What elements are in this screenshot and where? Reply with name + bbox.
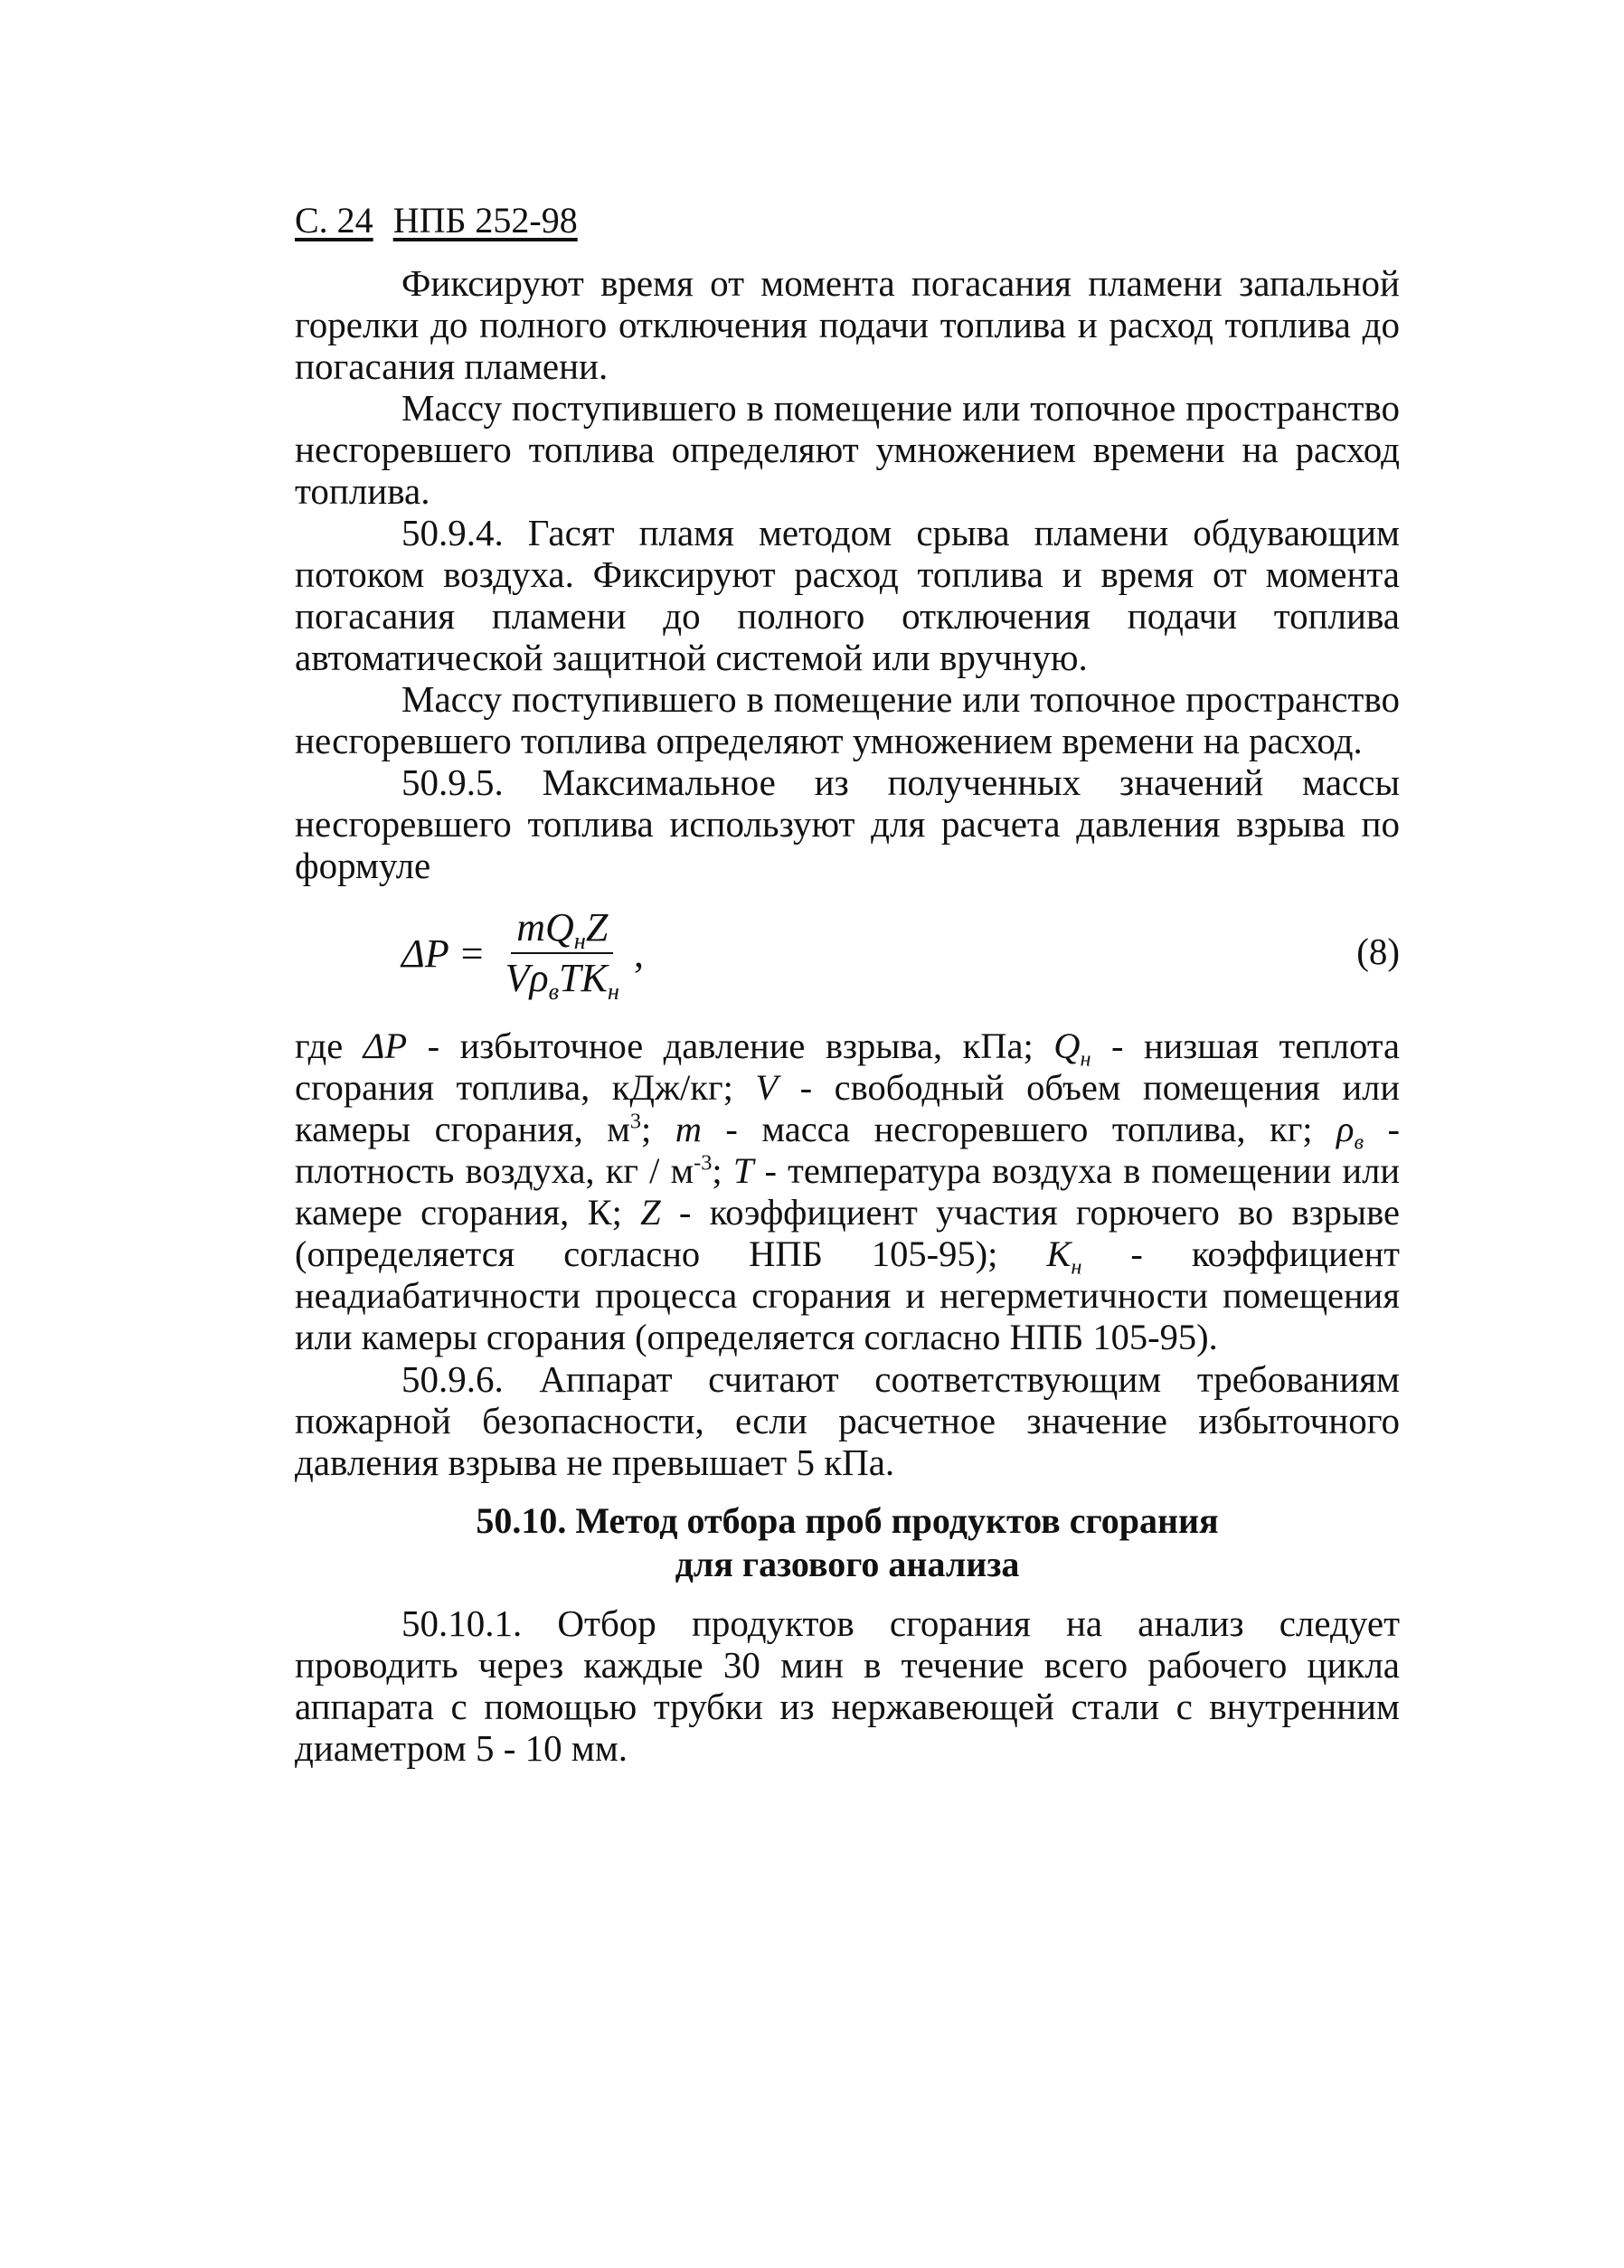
document-code: НПБ 252-98 [392, 200, 578, 241]
formula-lhs: ΔP = [401, 931, 486, 976]
paragraph-50-10-1: 50.10.1. Отбор продуктов сгорания на анализ следует проводить через каждые 30 мин в течение всего рабочего цикла аппарата с помощью трубки из нержавеющей стали с внутренним диаметром 5 - 10 мм. [295, 1602, 1400, 1769]
section-heading-line-1: 50.10. Метод отбора проб продуктов сгорания [476, 1500, 1219, 1541]
paragraph-50-9-4: 50.9.4. Гасят пламя методом срыва пламени обдувающим потоком воздуха. Фиксируют расход топлива и время от момента погасания пламени до полного отключения подачи топлива автоматической защитной системой или вручную. [295, 512, 1400, 678]
section-heading-50-10 [295, 1499, 1400, 1586]
section-heading-line-2: для газового анализа [675, 1544, 1020, 1584]
formula-comma: , [634, 931, 644, 976]
paragraph-unburned-mass-1: Массу поступившего в помещение или топочное пространство несгоревшего топлива определяют умножением времени на расход топлива. [295, 387, 1400, 512]
formula-fraction [500, 905, 625, 1006]
paragraph-where-definitions: где ΔP - избыточное давление взрыва, кПа; $Q_н$ - низшая теплота сгорания топлива, кДж/кг; V - свободный объем помещения или камеры сгорания, $м^3$; m - масса несгоревшего топлива, кг; $\rho_в$ - плотность воздуха, кг / $м^{-3}$; T - температура воздуха в помещении или камере сгорания, К; Z - коэффициент участия горючего во взрыве (определяется согласно НПБ 105-95); $K_н$ - коэффициент неадиабатичности процесса сгорания и негерметичности помещения или камеры сгорания (определяется согласно НПБ 105-95). [295, 1025, 1400, 1357]
equation-number: (8) [1356, 931, 1400, 972]
pressure-formula [401, 899, 644, 1007]
paragraph-unburned-mass-2: Массу поступившего в помещение или топочное пространство несгоревшего топлива определяют умножением времени на расход. [295, 678, 1400, 761]
formula-numerator: $mQ_нZ$ [511, 905, 613, 954]
paragraph-flame-out-timing: Фиксируют время от момента погасания пламени запальной горелки до полного отключения подачи топлива и расход топлива до погасания пламени. [295, 262, 1400, 387]
document-page [295, 199, 1400, 1769]
running-header [295, 199, 1400, 242]
paragraph-50-9-5: 50.9.5. Максимальное из полученных значений массы несгоревшего топлива используют для расчета давления взрыва по формуле [295, 761, 1400, 886]
page-number: С. 24 [295, 200, 373, 241]
paragraph-50-9-6: 50.9.6. Аппарат считают соответствующим требованиям пожарной безопасности, если расчетное значение избыточного давления взрыва не превышает 5 кПа. [295, 1358, 1400, 1483]
formula-block [295, 899, 1400, 1007]
formula-denominator: $V\rho_вTK_н$ [505, 956, 619, 1006]
